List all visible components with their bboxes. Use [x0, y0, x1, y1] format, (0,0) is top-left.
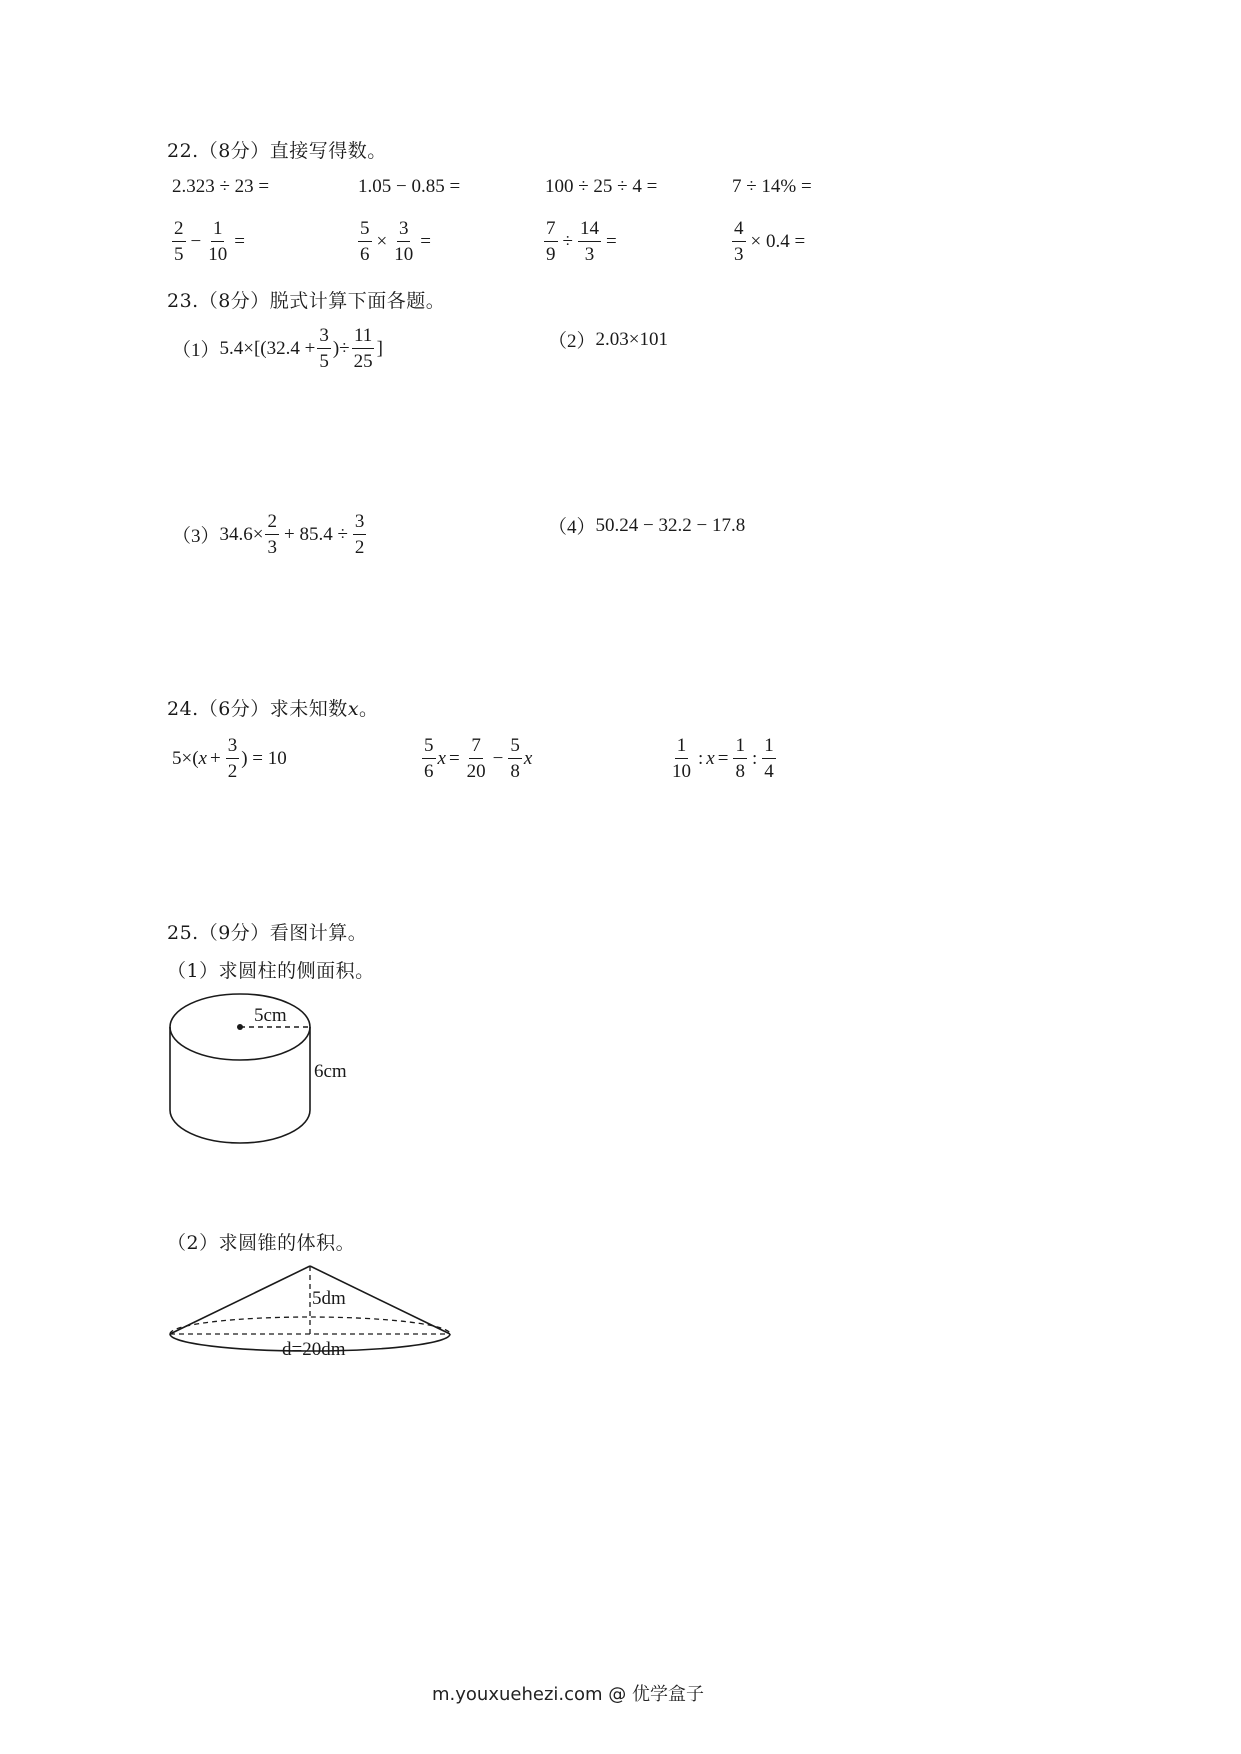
q22-expr-3: 100 ÷ 25 ÷ 4 = — [545, 176, 658, 197]
q24-heading: 24.（6分）求未知数x。 — [167, 698, 379, 720]
fraction: $\frac{3}{5}$ — [319, 325, 329, 372]
q23-part-2: （2） 2.03×101 — [548, 328, 668, 352]
fraction: $\frac{4}{3}$ — [734, 218, 744, 265]
q22-expr-1: 2.323 ÷ 23 = — [172, 176, 270, 197]
cone-figure — [160, 1260, 460, 1365]
q23-heading: 23.（8分）脱式计算下面各题。 — [167, 290, 446, 312]
fraction: $\frac{3}{2}$ — [227, 735, 238, 782]
fraction: $\frac{5}{8}$ — [510, 735, 520, 782]
q23-part-1: （1） 5.4×[(32.4 + $\frac{3}{5}$ )÷ $\frac{11}{25}$ ] — [172, 325, 383, 372]
fraction: $\frac{1}{10}$ — [208, 218, 228, 265]
fraction: $\frac{3}{10}$ — [394, 218, 414, 265]
q22-expr-2: 1.05 − 0.85 = — [358, 176, 461, 197]
fraction: $\frac{7}{20}$ — [466, 735, 486, 782]
fraction: $\frac{2}{5}$ — [174, 218, 184, 265]
cylinder-height-label: 6cm — [314, 1061, 347, 1082]
q24-equation-3: $\frac{1}{10}$ : x = $\frac{1}{8}$ : $\frac{1}{4}$ — [672, 735, 774, 782]
q22-expr-6: $\frac{5}{6}$ × $\frac{3}{10}$ = — [360, 218, 431, 265]
fraction: $\frac{7}{9}$ — [546, 218, 556, 265]
fraction: $\frac{2}{3}$ — [267, 511, 277, 558]
cylinder-bottom — [170, 1110, 310, 1143]
q22-expr-4: 7 ÷ 14% = — [732, 176, 812, 197]
cone-left-slant — [170, 1266, 310, 1334]
q25-heading: 25.（9分）看图计算。 — [167, 922, 368, 944]
cone-diameter-label: d=20dm — [282, 1339, 346, 1360]
fraction: $\frac{1}{8}$ — [735, 735, 745, 782]
q25-sub-2: （2）求圆锥的体积。 — [167, 1232, 356, 1254]
q24-equation-1: 5×( x + $\frac{3}{2}$ ) = 10 — [172, 735, 287, 782]
fraction: $\frac{5}{6}$ — [424, 735, 434, 782]
fraction: $\frac{14}{3}$ — [579, 218, 599, 265]
fraction: $\frac{1}{10}$ — [672, 735, 691, 782]
q23-part-3: （3） 34.6× $\frac{2}{3}$ + 85.4 ÷ $\frac{3}{2}$ — [172, 511, 365, 558]
fraction: $\frac{3}{2}$ — [354, 511, 365, 558]
fraction: $\frac{5}{6}$ — [360, 218, 370, 265]
cone-height-label: 5dm — [312, 1288, 346, 1309]
q25-sub-1: （1）求圆柱的侧面积。 — [167, 960, 375, 982]
cylinder-radius-label: 5cm — [254, 1005, 287, 1026]
footer-watermark: m.youxuehezi.com @ 优学盒子 — [432, 1684, 705, 1705]
q23-part-4: （4） 50.24 − 32.2 − 17.8 — [548, 514, 746, 538]
fraction: $\frac{11}{25}$ — [353, 325, 373, 372]
q22-expr-8: $\frac{4}{3}$ × 0.4 = — [734, 218, 806, 265]
q22-expr-5: $\frac{2}{5}$ − $\frac{1}{10}$ = — [174, 218, 245, 265]
q24-equation-2: $\frac{5}{6}$ x = $\frac{7}{20}$ − $\frac{5}{8}$ x — [424, 735, 533, 782]
q22-heading: 22.（8分）直接写得数。 — [167, 140, 387, 162]
q22-expr-7: $\frac{7}{9}$ ÷ $\frac{14}{3}$ = — [546, 218, 617, 265]
cylinder-figure — [160, 985, 400, 1155]
fraction: $\frac{1}{4}$ — [764, 735, 774, 782]
